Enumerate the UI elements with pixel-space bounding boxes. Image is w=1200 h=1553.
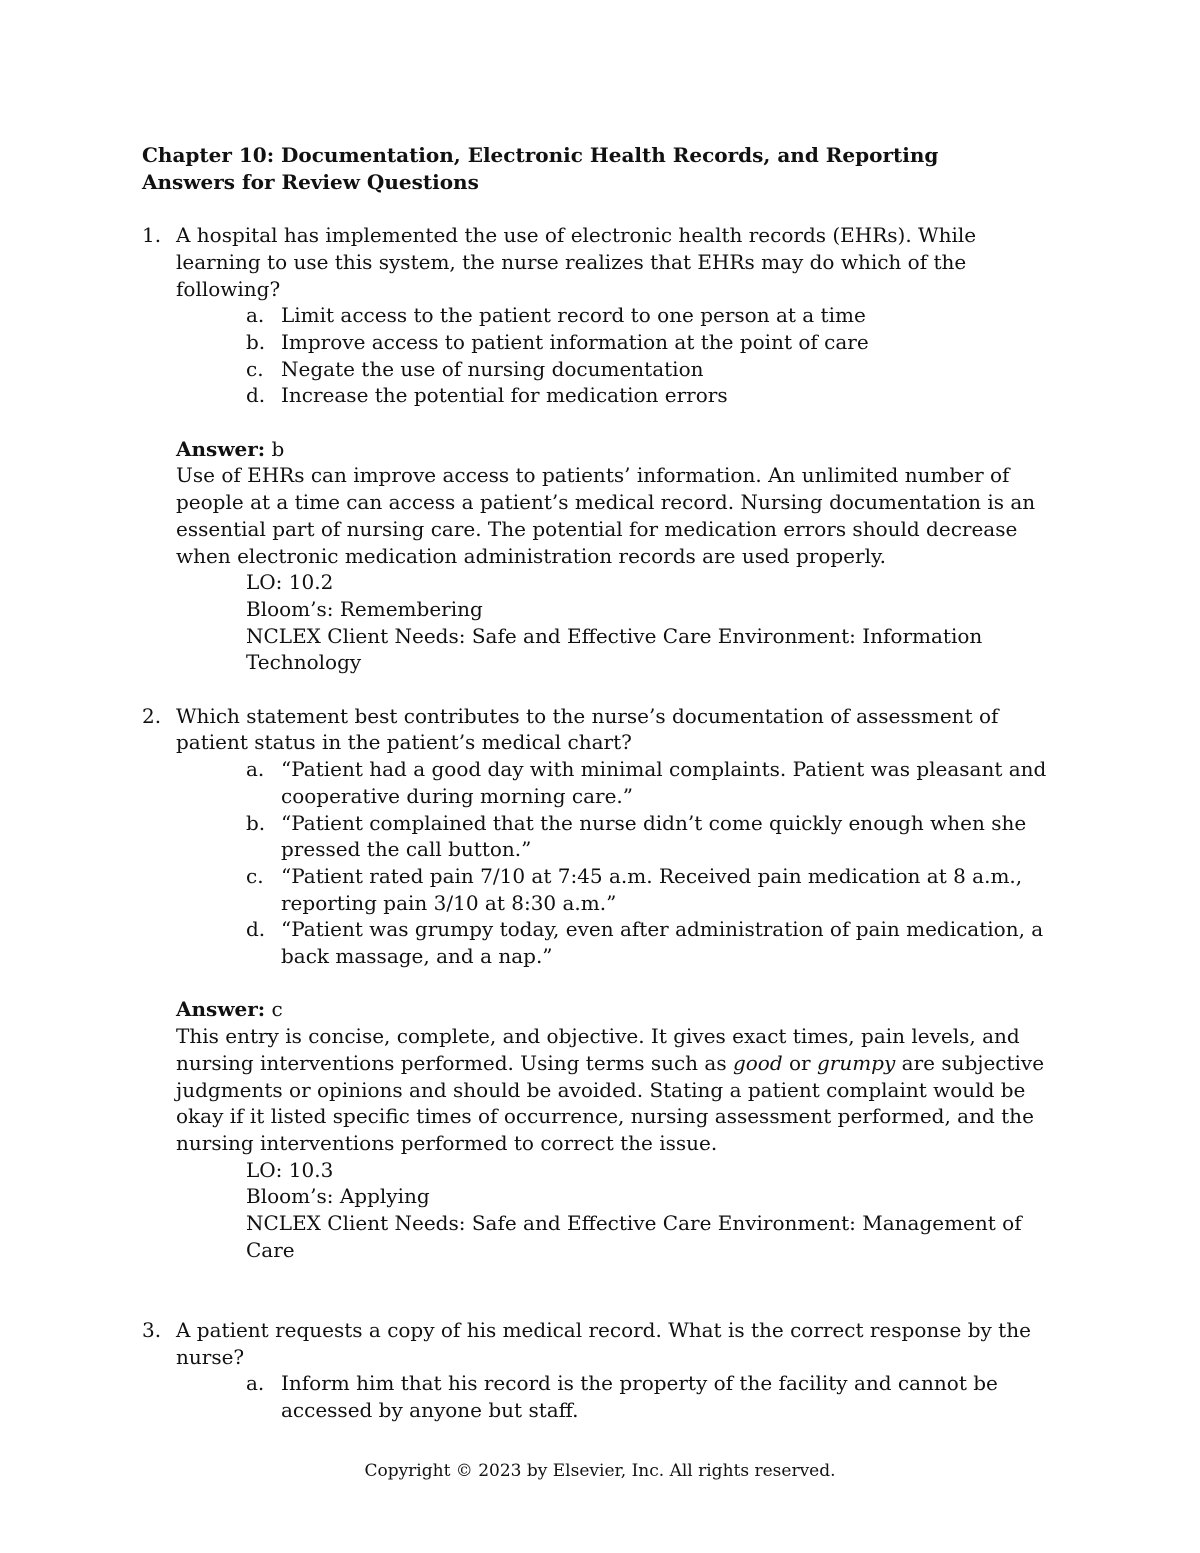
question-3 bbox=[142, 1317, 1067, 1424]
option-list bbox=[176, 302, 1067, 409]
option-letter: d. bbox=[246, 383, 266, 408]
question-number: 2. bbox=[142, 703, 162, 728]
option-text: “Patient complained that the nurse didn’t come quickly enough when she pressed the call button.” bbox=[281, 810, 1027, 862]
question-text: A patient requests a copy of his medical record. What is the correct response by the nurse? bbox=[176, 1317, 1031, 1369]
option-text: Negate the use of nursing documentation bbox=[281, 356, 704, 381]
rationale-emphasis: grumpy bbox=[816, 1050, 896, 1075]
option-text: Limit access to the patient record to one person at a time bbox=[281, 303, 866, 328]
option-item bbox=[246, 329, 1067, 356]
option-text: Increase the potential for medication errors bbox=[281, 383, 728, 408]
option-item bbox=[246, 382, 1067, 409]
nclex-category: NCLEX Client Needs: Safe and Effective Care Environment: Information Technology bbox=[246, 623, 983, 675]
rationale-text: or bbox=[782, 1050, 817, 1075]
page-header bbox=[142, 142, 1067, 195]
learning-objective: LO: 10.3 bbox=[246, 1157, 334, 1182]
option-item bbox=[246, 302, 1067, 329]
option-item bbox=[246, 1370, 1067, 1423]
answer-value: b bbox=[271, 436, 285, 461]
question-2 bbox=[142, 703, 1067, 1264]
option-letter: a. bbox=[246, 1371, 265, 1396]
option-letter: d. bbox=[246, 917, 266, 942]
question-text: Which statement best contributes to the nurse’s documentation of assessment of patient status in the patient’s medical chart? bbox=[176, 703, 999, 755]
chapter-title: Chapter 10: Documentation, Electronic Health Records, and Reporting bbox=[142, 143, 939, 167]
page-footer bbox=[0, 1460, 1200, 1482]
option-letter: c. bbox=[246, 863, 264, 888]
question-number: 1. bbox=[142, 223, 162, 248]
option-letter: a. bbox=[246, 757, 265, 782]
question-number: 3. bbox=[142, 1317, 162, 1342]
option-letter: b. bbox=[246, 329, 266, 354]
rationale-text: are subjective judgments or opinions and should be avoided. Stating a patient complaint would be okay if it listed specific times of occurrence, nursing assessment performed, and the nursing interventions performed to correct the issue. bbox=[176, 1050, 1045, 1155]
option-item bbox=[246, 863, 1067, 916]
option-text: “Patient rated pain 7/10 at 7:45 a.m. Received pain medication at 8 a.m., reporting pain 3/10 at 8:30 a.m.” bbox=[281, 863, 1023, 915]
option-letter: b. bbox=[246, 810, 266, 835]
option-letter: a. bbox=[246, 303, 265, 328]
answer-line bbox=[176, 996, 1067, 1023]
option-item bbox=[246, 916, 1067, 969]
option-text: “Patient had a good day with minimal complaints. Patient was pleasant and cooperative during morning care.” bbox=[281, 757, 1047, 808]
answer-label: Answer: bbox=[176, 436, 266, 461]
option-text: Inform him that his record is the property of the facility and cannot be accessed by anyone but staff. bbox=[281, 1371, 998, 1422]
document-page bbox=[142, 142, 1067, 1424]
answer-label: Answer: bbox=[176, 997, 266, 1022]
copyright-notice: Copyright © 2023 by Elsevier, Inc. All rights reserved. bbox=[364, 1461, 836, 1481]
option-text: “Patient was grumpy today, even after administration of pain medication, a back massage, and a nap.” bbox=[281, 917, 1044, 969]
nclex-category: NCLEX Client Needs: Safe and Effective Care Environment: Management of Care bbox=[246, 1211, 1022, 1262]
answer-value: c bbox=[271, 997, 283, 1022]
option-list bbox=[176, 1370, 1067, 1423]
answer-block bbox=[176, 996, 1067, 1263]
answer-rationale: Use of EHRs can improve access to patients’ information. An unlimited number of people at a time can access a patient’s medical record. Nursing documentation is an essential part of nursing care. The potential for medication errors should decrease when electronic medication administration records are used properly. bbox=[176, 463, 1036, 568]
blooms-level: Bloom’s: Applying bbox=[246, 1184, 430, 1209]
rationale-text: This entry is concise, complete, and objective. It gives exact times, pain levels, and nursing interventions performed. Using terms such as bbox=[176, 1024, 1020, 1075]
option-list bbox=[176, 756, 1067, 970]
option-item bbox=[246, 810, 1067, 863]
blooms-level: Bloom’s: Remembering bbox=[246, 596, 483, 621]
answer-line bbox=[176, 436, 1067, 463]
learning-objective: LO: 10.2 bbox=[246, 570, 334, 595]
answer-block bbox=[176, 436, 1067, 676]
question-text: A hospital has implemented the use of electronic health records (EHRs). While learning to use this system, the nurse realizes that EHRs may do which of the following? bbox=[176, 223, 977, 301]
option-item bbox=[246, 356, 1067, 383]
section-subtitle: Answers for Review Questions bbox=[142, 169, 479, 194]
question-1 bbox=[142, 222, 1067, 676]
answer-rationale bbox=[176, 1023, 1067, 1157]
option-text: Improve access to patient information at the point of care bbox=[281, 329, 869, 354]
option-item bbox=[246, 756, 1067, 809]
option-letter: c. bbox=[246, 356, 264, 381]
rationale-emphasis: good bbox=[732, 1050, 783, 1075]
